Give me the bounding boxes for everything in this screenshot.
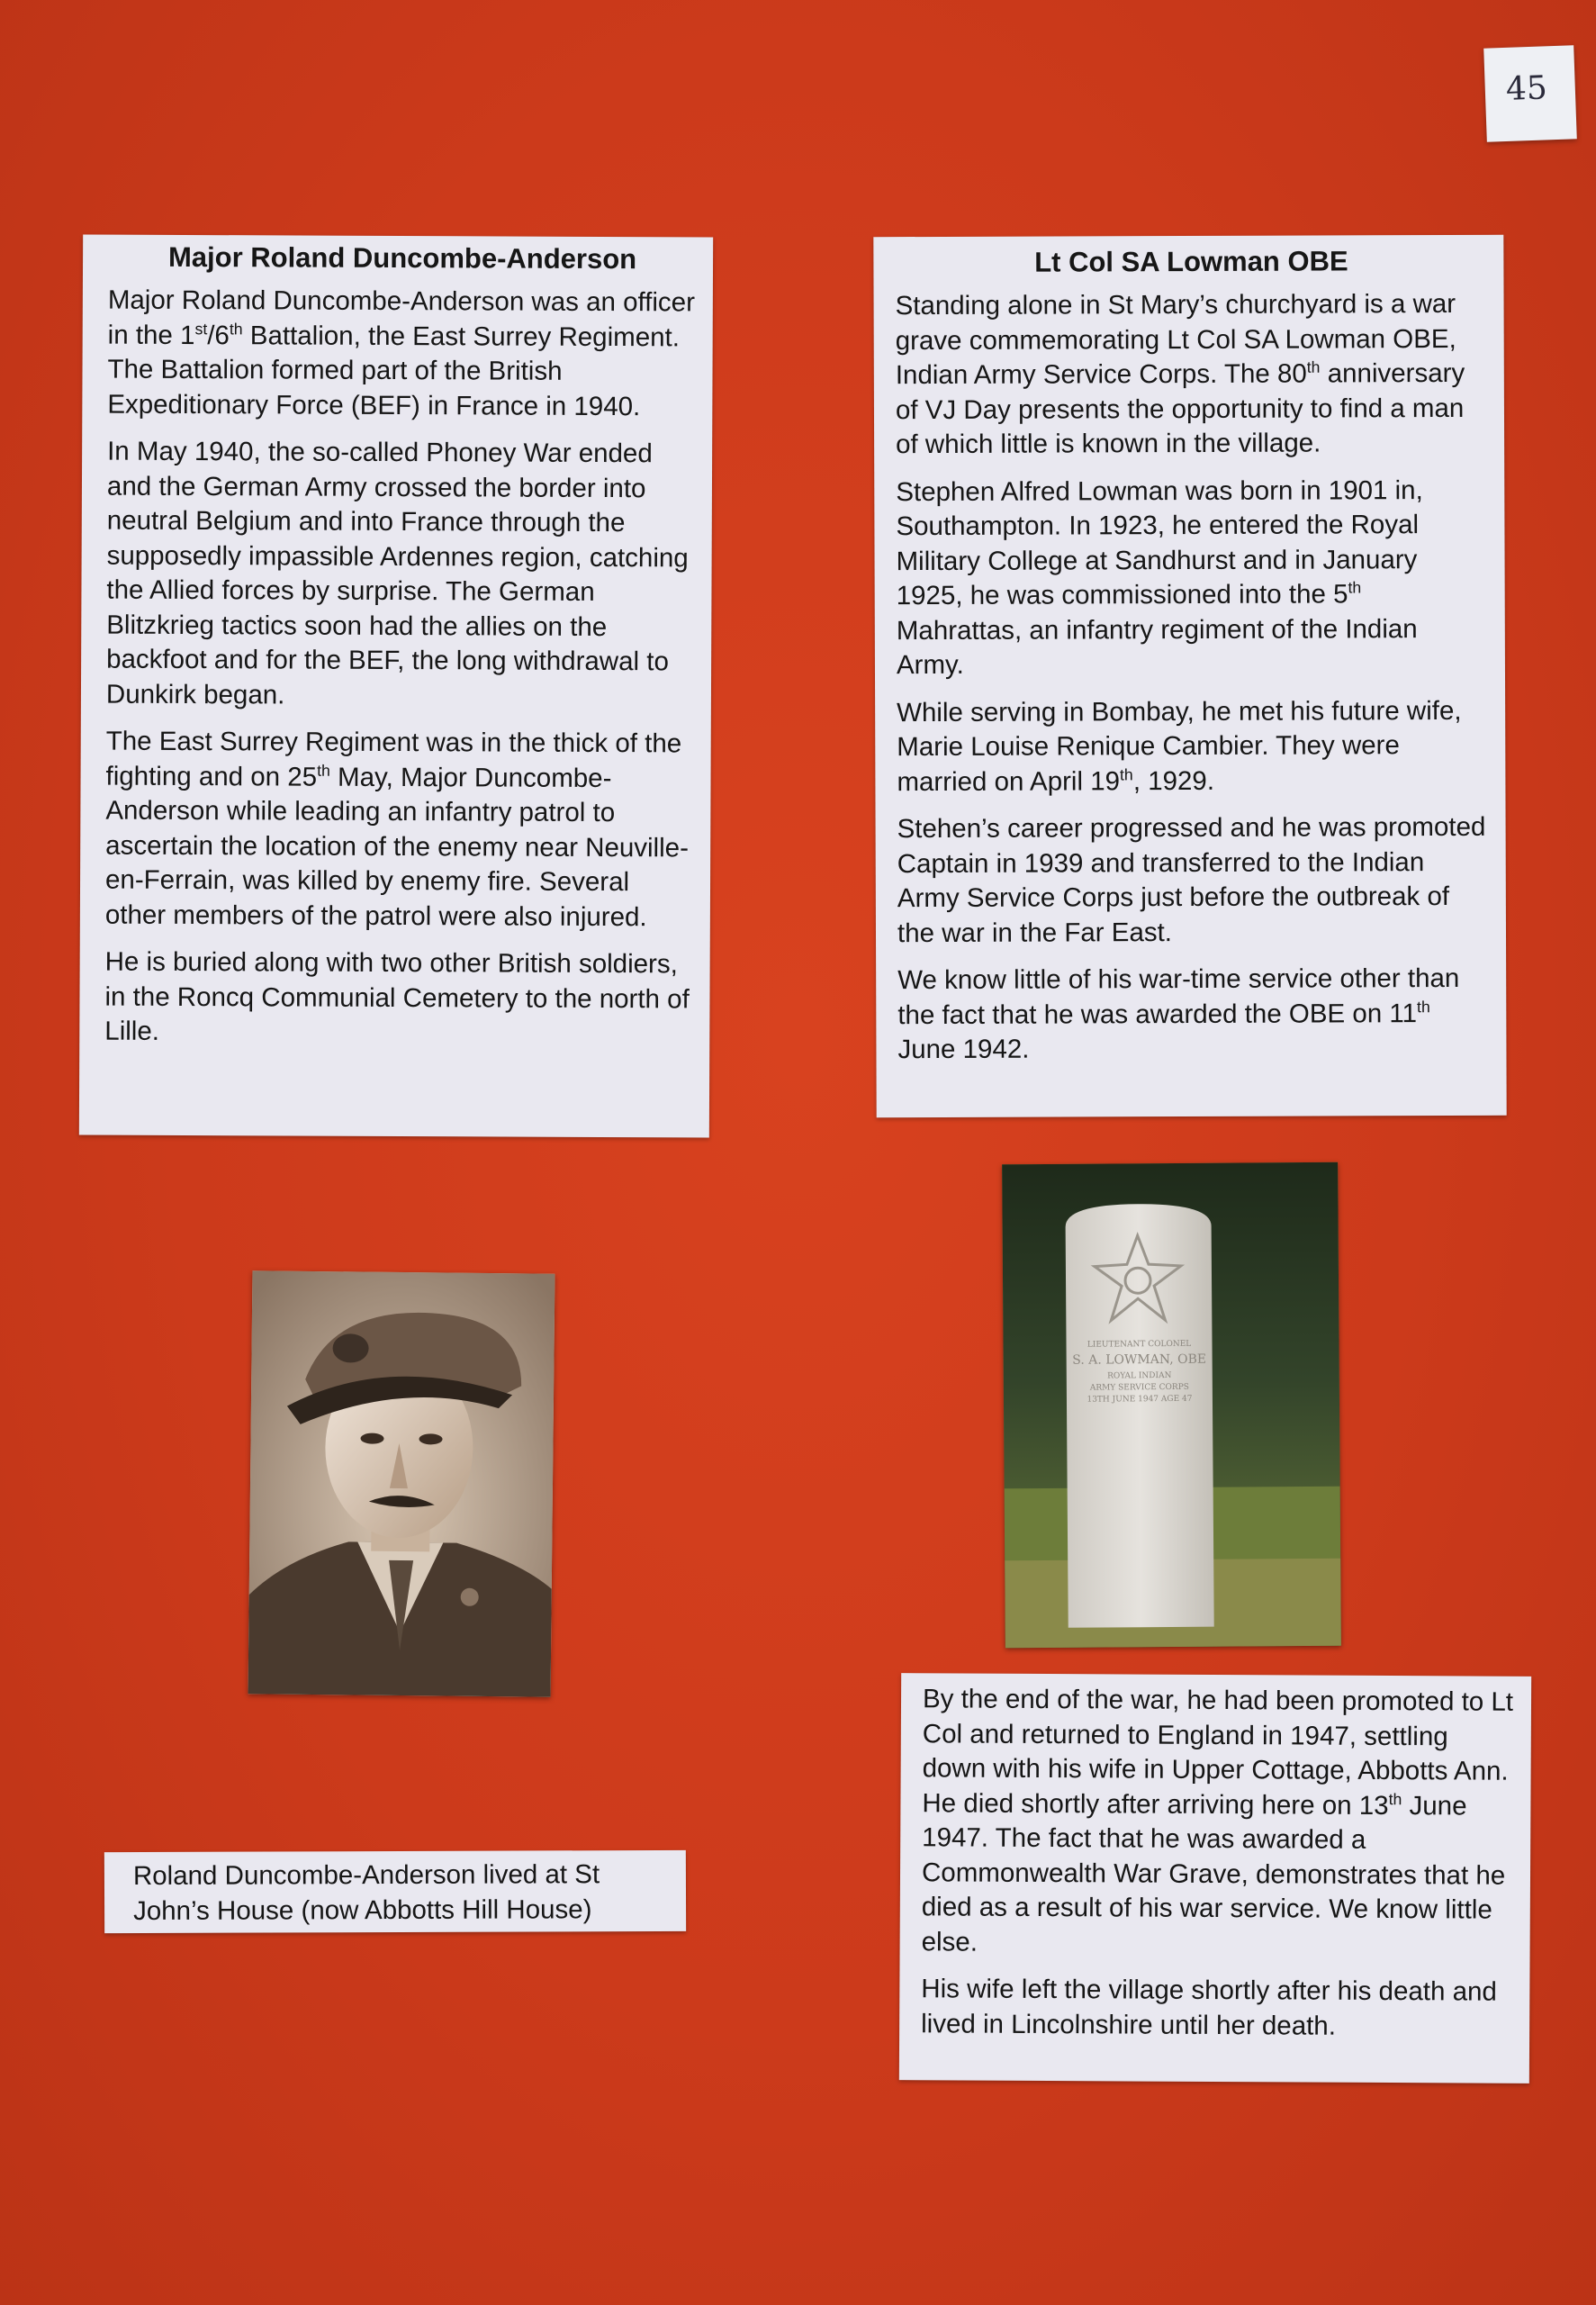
page-number-card <box>1483 45 1577 141</box>
headstone-line: ARMY SERVICE CORPS <box>1089 1382 1189 1393</box>
article-paragraph: His wife left the village shortly after his death and lived in Lincolnshire until her death. <box>921 1974 1497 2041</box>
article-paragraph: The East Surrey Regiment was in the thick of the fighting and on 25th May, Major Duncombe-Anderson while leading an infantry patrol to ascertain the location of the enemy near Neuville-en-Ferrain, was killed by enemy fire. Several other members of the patrol were also injured. <box>104 726 690 932</box>
article-paragraph: Stephen Alfred Lowman was born in 1901 in, Southampton. In 1923, he entered the Royal Military College at Sandhurst and in January 1925, he was commissioned into the 5th Mahrattas, an infantry regiment of the Indian Army. <box>896 475 1423 681</box>
lowman-article-continued <box>899 1673 1531 2084</box>
headstone-line: ROYAL INDIAN <box>1107 1370 1172 1381</box>
article-paragraph: We know little of his war-time service other than the fact that he was awarded the OBE on 11th June 1942. <box>897 963 1460 1065</box>
headstone-line: LIEUTENANT COLONEL <box>1087 1339 1192 1350</box>
headstone-line: 13TH JUNE 1947 AGE 47 <box>1087 1394 1193 1405</box>
article-paragraph: In May 1940, the so-called Phoney War ended and the German Army crossed the border into neutral Belgium and into France through the supposedly impassible Ardennes region, catching the Allied forces by surprise. The German Blitzkrieg tactics soon had the allies on the backfoot and for the BEF, the long withdrawal to Dunkirk began. <box>105 436 689 710</box>
house-caption <box>104 1850 686 1933</box>
grave-photo <box>1002 1162 1341 1649</box>
page-number: 45 <box>1505 68 1548 108</box>
article-title: Lt Col SA Lowman OBE <box>1034 245 1348 278</box>
caption-text: Roland Duncombe-Anderson lived at St John’s House (now Abbotts Hill House) <box>132 1859 600 1926</box>
article-paragraph: He is buried along with two other British soldiers, in the Roncq Communial Cemetery to the north of Lille. <box>104 946 690 1046</box>
article-title: Major Roland Duncombe-Anderson <box>167 240 637 276</box>
article-paragraph: Stehen’s career progressed and he was promoted Captain in 1939 and transferred to the Indian Army Service Corps just before the outbreak of the war in the Far East. <box>897 811 1486 948</box>
article-paragraph: By the end of the war, he had been promoted to Lt Col and returned to England in 1947, settling down with his wife in Upper Cottage, Abbotts Ann. He died shortly after arriving here on 13th June 1947. The fact that he was awarded a Commonwealth War Grave, demonstrates that he died as a result of his war service. We know little else. <box>921 1684 1514 1957</box>
headstone-line: S. A. LOWMAN, OBE <box>1072 1351 1207 1368</box>
article-paragraph: While serving in Bombay, he met his future wife, Marie Louise Renique Cambier. They were married on April 19th, 1929. <box>897 695 1462 797</box>
article-paragraph: Major Roland Duncombe-Anderson was an officer in the 1st/6th Battalion, the East Surrey Regiment. The Battalion formed part of the British Expeditionary Force (BEF) in France in 1940. <box>107 285 696 421</box>
lowman-article <box>873 235 1506 1117</box>
article-paragraph: Standing alone in St Mary’s churchyard is a war grave commemorating Lt Col SA Lowman OBE, Indian Army Service Corps. The 80th anniversary of VJ Day presents the opportunity to find a man of which little is known in the village. <box>895 288 1465 460</box>
portrait-photo <box>248 1270 555 1696</box>
duncombe-anderson-article <box>79 234 713 1137</box>
